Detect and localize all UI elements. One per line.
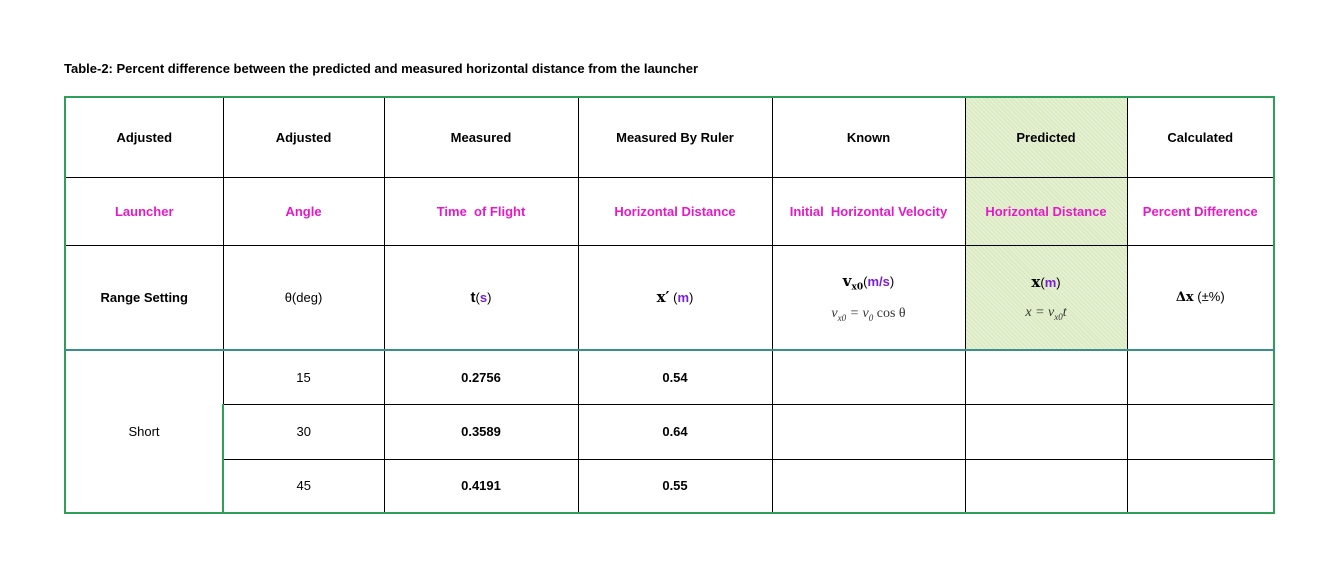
cell-distance: 0.64: [578, 404, 772, 459]
header-adjusted-1: Adjusted: [65, 97, 223, 177]
label-horizontal-distance-measured: Horizontal Distance: [578, 177, 772, 245]
cell-angle: 45: [223, 459, 384, 513]
cell-time: 0.2756: [384, 350, 578, 404]
label-initial-horizontal-velocity: Initial Horizontal Velocity: [772, 177, 965, 245]
header-adjusted-2: Adjusted: [223, 97, 384, 177]
table-row: [65, 350, 1274, 404]
formula-velocity: $v_{x0} = v_0$ cos θ: [831, 306, 906, 323]
label-theta-deg: θ(deg): [223, 245, 384, 350]
symbol-percent-difference: [1127, 245, 1274, 350]
cell-distance: 0.54: [578, 350, 772, 404]
symbol-predicted-distance: x(m) $x = v_{x0}t$: [965, 245, 1127, 350]
cell-time: 0.4191: [384, 459, 578, 513]
label-time-of-flight: Time of Flight: [384, 177, 578, 245]
header-row-3: [65, 245, 1274, 350]
symbol-x: x: [1031, 272, 1041, 291]
symbol-measured-distance: x′ (m): [578, 245, 772, 350]
unit-percent: (±%): [1197, 289, 1225, 305]
cell-predicted[interactable]: [965, 350, 1127, 404]
header-row-2: [65, 177, 1274, 245]
cell-distance: 0.55: [578, 459, 772, 513]
label-horizontal-distance-predicted: Horizontal Distance: [965, 177, 1127, 245]
symbol-v: v: [842, 271, 852, 290]
table-row: [65, 459, 1274, 513]
cell-predicted[interactable]: [965, 459, 1127, 513]
symbol-delta-x: Δx: [1175, 290, 1194, 306]
symbol-velocity: $v_{x0}(m/s)$ $v_{x0} = v_0$ cos θ: [772, 245, 965, 350]
symbol-time: t(s): [384, 245, 578, 350]
header-measured-by-ruler: Measured By Ruler: [578, 97, 772, 177]
data-table: [64, 96, 1275, 514]
symbol-t: t: [470, 288, 476, 306]
unit-s: s: [479, 289, 488, 305]
unit-m-per-s: m/s: [867, 273, 890, 289]
cell-velocity[interactable]: [772, 350, 965, 404]
label-percent-difference: Percent Difference: [1127, 177, 1274, 245]
header-measured: Measured: [384, 97, 578, 177]
cell-time: 0.3589: [384, 404, 578, 459]
cell-percent[interactable]: [1127, 404, 1274, 459]
cell-percent[interactable]: [1127, 459, 1274, 513]
label-angle: Angle: [223, 177, 384, 245]
cell-angle: 30: [223, 404, 384, 459]
header-known: Known: [772, 97, 965, 177]
unit-m-measured: m: [677, 290, 690, 306]
table-caption: Table-2: Percent difference between the predicted and measured horizontal distance from the launcher: [64, 61, 699, 76]
cell-angle: 15: [223, 350, 384, 404]
label-range-setting: Range Setting: [65, 245, 223, 350]
cell-velocity[interactable]: [772, 404, 965, 459]
header-calculated: Calculated: [1127, 97, 1274, 177]
header-row-1: [65, 97, 1274, 177]
formula-distance: $x = v_{x0}t$: [1025, 304, 1067, 322]
cell-percent[interactable]: [1127, 350, 1274, 404]
symbol-v-sub: x0: [851, 282, 864, 293]
header-predicted: Predicted: [965, 97, 1127, 177]
symbol-x-prime: x′: [656, 288, 670, 307]
unit-m-predicted: m: [1044, 274, 1057, 290]
range-setting-short: Short: [65, 350, 223, 513]
label-launcher: Launcher: [65, 177, 223, 245]
cell-velocity[interactable]: [772, 459, 965, 513]
cell-predicted[interactable]: [965, 404, 1127, 459]
table-row: [65, 404, 1274, 459]
